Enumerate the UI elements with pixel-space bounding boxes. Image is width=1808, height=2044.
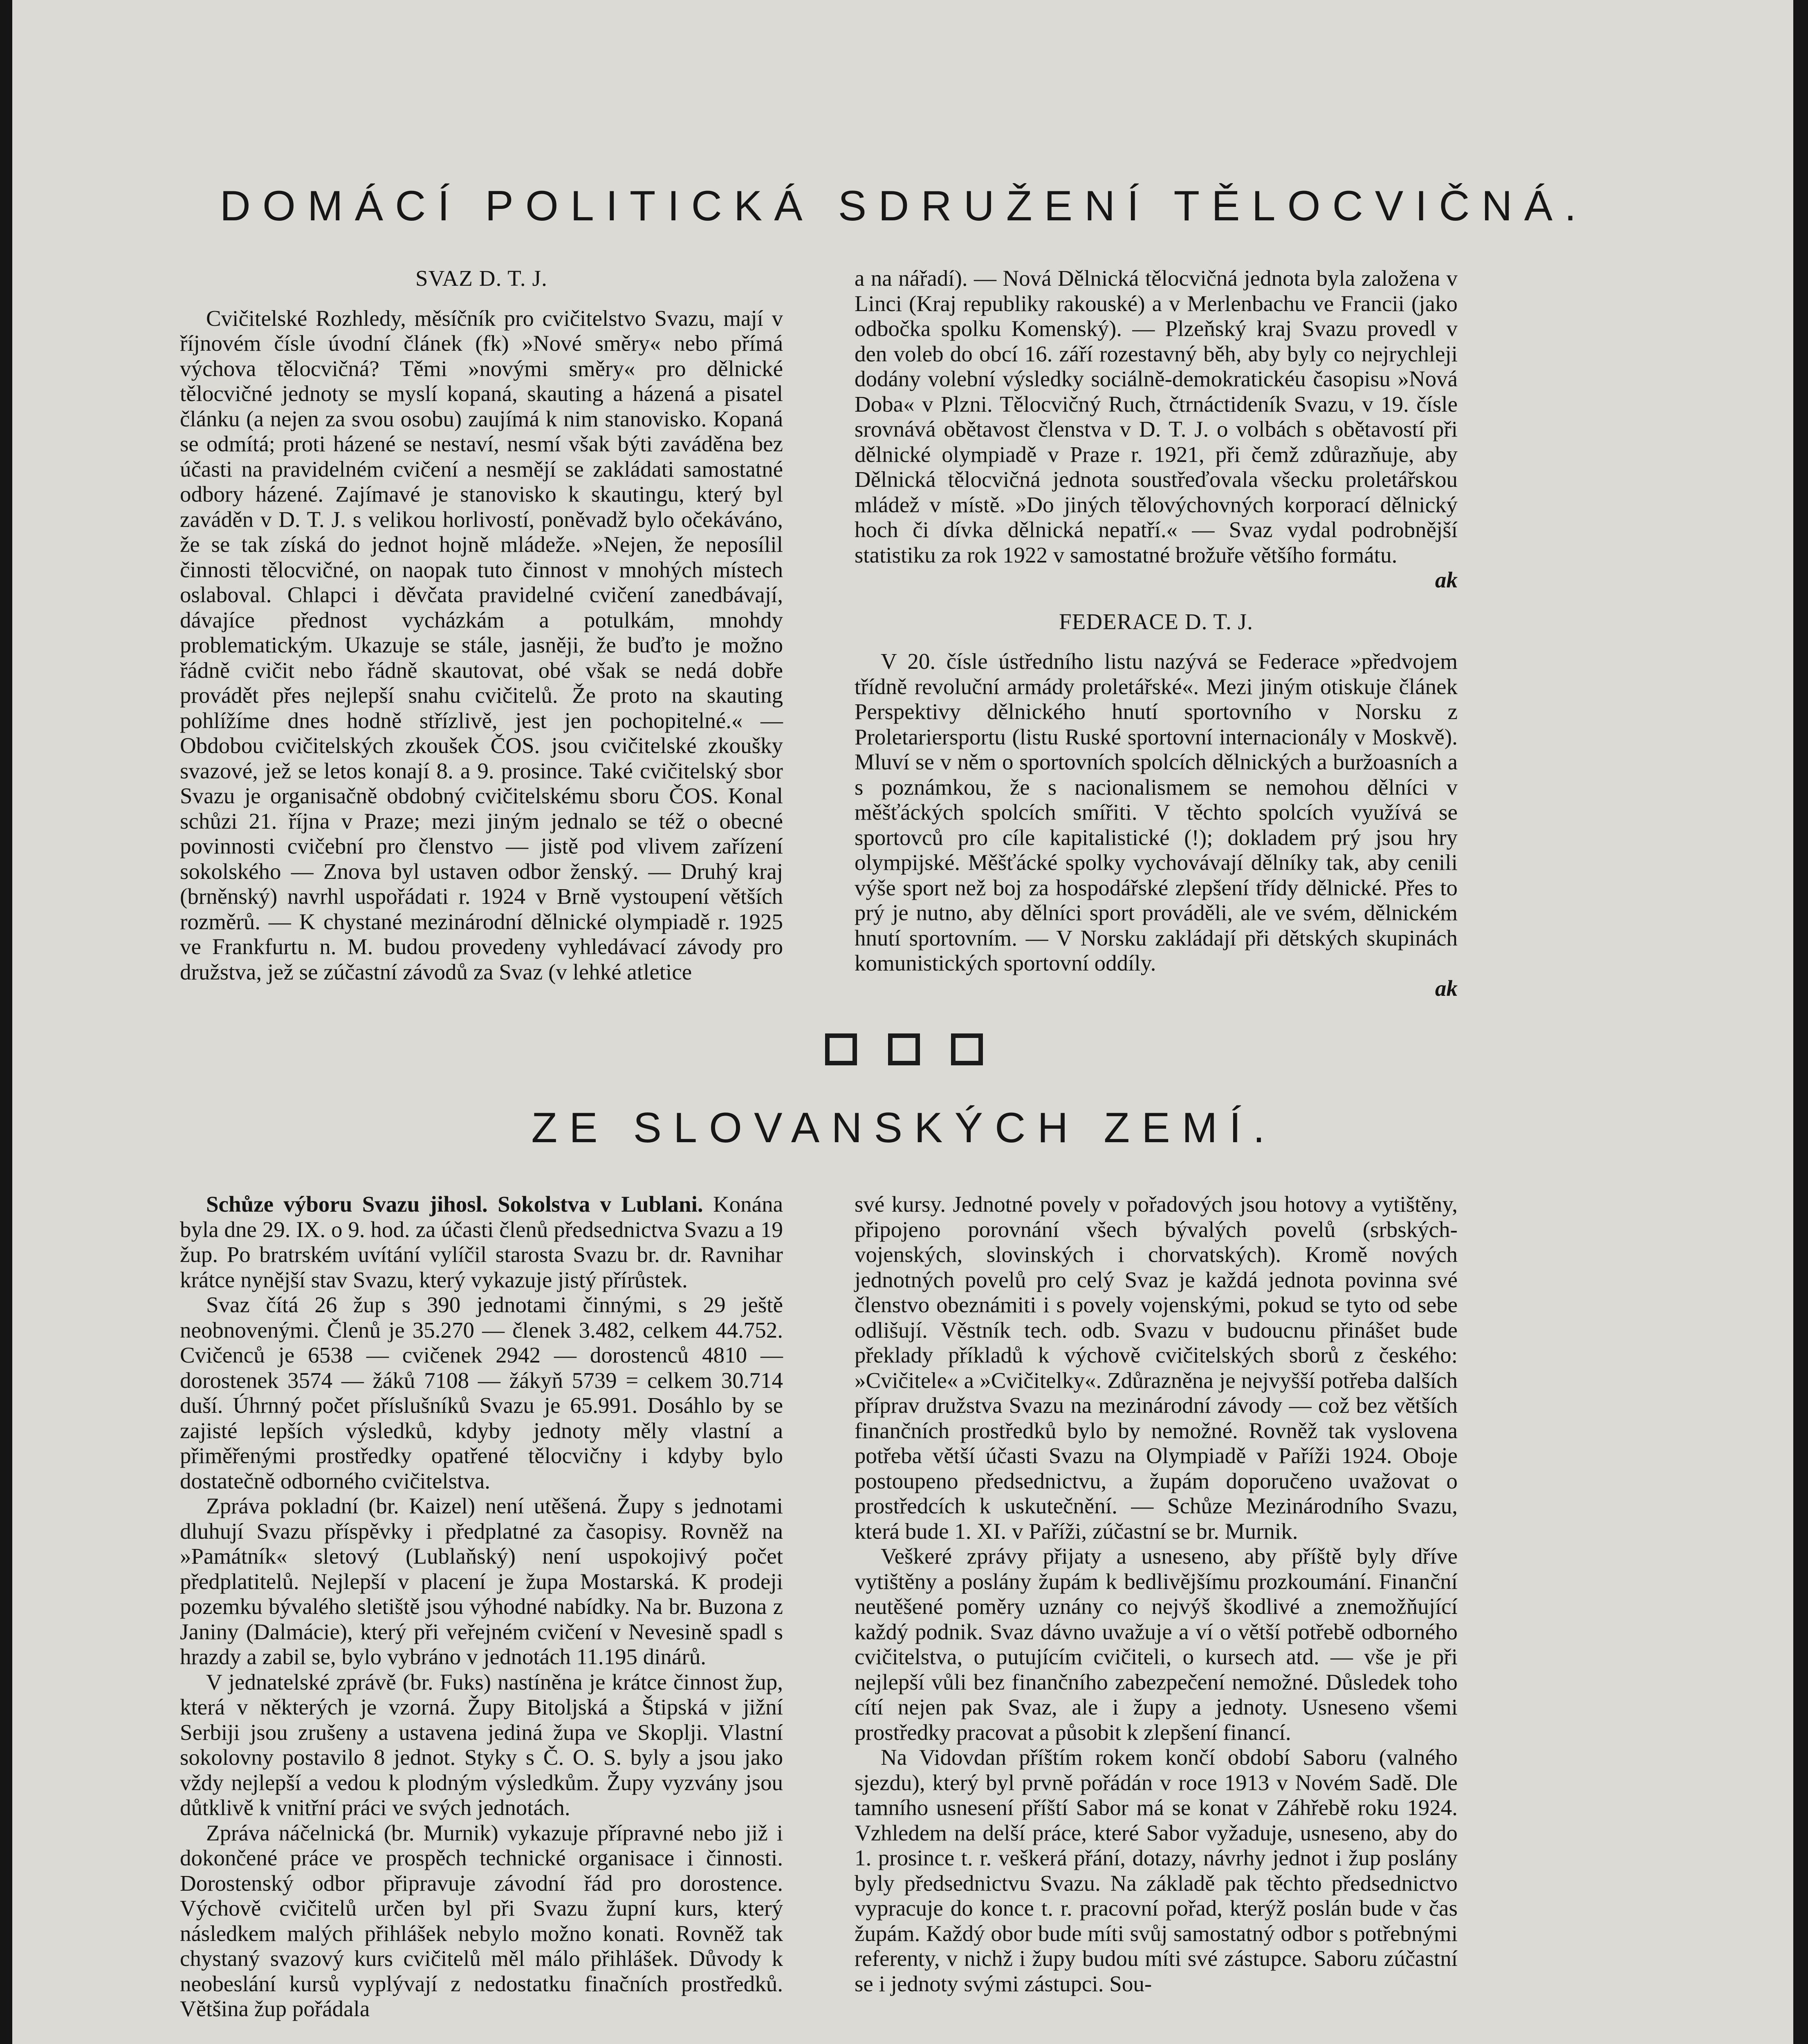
- subheading-svaz: SVAZ D. T. J.: [415, 266, 547, 291]
- section-title-domestic: DOMÁCÍ POLITICKÁ SDRUŽENÍ TĚLOCVIČNÁ.: [220, 182, 1588, 230]
- lead-heading: Schůze výboru Svazu jihosl. Sokolstva v Lublani.: [206, 1192, 703, 1217]
- scan-border-left: [0, 0, 12, 2044]
- square-ornament-icon: [951, 1033, 983, 1065]
- author-signature: ak: [1435, 567, 1458, 592]
- section-title-slavic: ZE SLOVANSKÝCH ZEMÍ.: [531, 1104, 1277, 1152]
- subheading-federace: FEDERACE D. T. J.: [1059, 609, 1254, 634]
- author-signature: ak: [1435, 975, 1458, 1001]
- paragraph: Na Vidovdan příštím rokem končí období Saboru (valného sjezdu), který byl prvně pořádán v roce 1913 v Novém Sadě. Dle tamního usnesení příští Sabor má se konat v Záhřebě roku 1924. Vzhledem na delší práce, které Sabor vyžaduje, usneseno, aby do 1. prosince t. r. veškerá přání, dotazy, návrhy jednot i žup poslány byly předsednictvu Svazu. Na základě pak těchto předsednictvo vypracuje do konce t. r. pracovní pořad, kterýž poslán bude v čas župám. Každý obor bude míti svůj samostatný odbor s potřebnými referenty, v nichž i župy budou míti své zástupce. Saboru zúčastní se i jednoty svými zástupci. Sou-: [855, 1745, 1458, 1996]
- paragraph: Veškeré zprávy přijaty a usneseno, aby příště byly dříve vytištěny a poslány župám k bedlivějšímu prozkoumání. Finanční neutěšené poměry uznány co nejvýš škodlivé a znemožňující každý podnik. Svaz dávno uvažuje a ví o větší potřebě odborného cvičitelstva, o putujícím cvičiteli, o kursech atd. — vše je při nejlepší vůli bez finančního zabezpečení nemožné. Důsledek toho cítí nejen pak Svaz, ale i župy a jednoty. Usneseno všemi prostředky pracovat a působit k zlepšení financí.: [855, 1544, 1458, 1745]
- paragraph: [855, 649, 1458, 1001]
- paragraph: [180, 1192, 783, 1292]
- square-ornament-icon: [888, 1033, 920, 1065]
- square-ornament-icon: [825, 1033, 857, 1065]
- paragraph-text: V 20. čísle ústředního listu nazývá se Federace »předvojem třídně revoluční armády proletářské«. Mezi jiným otiskuje článek Perspektivy dělnického hnutí sportovního v Norsku z Proletariersportu (listu Ruské sportovní internacionály v Moskvě). Mluví se v něm o sportovních spolcích dělnických a buržoasních a s poznámkou, že s nacionalismem se nemohou dělníci v měšťáckých spolcích smířiti. V těchto spolcích využívá se sportovců pro cíle kapitalistické (!); dokladem prý jsou hry olympijské. Měšťácké spolky vychovávají dělníky tak, aby cenili výše sport než boj za hospodářské zlepšení třídy dělnické. Přes to prý je nutno, aby dělníci sport prováděli, ale ve svém, dělnickém hnutí sportovním. — V Norsku zakládají při dětských skupinách komunistických sportovní oddíly.: [855, 649, 1458, 975]
- column-right-top: [855, 266, 1458, 1001]
- paragraph: Zpráva náčelnická (br. Murnik) vykazuje přípravné nebo již i dokončené práce ve prospěch technické organisace i činnosti. Dorostenský odbor připravuje závodní řád pro dorostence. Výchově cvičitelů určen byl při Svazu župní kurs, který následkem malých přihlášek nebylo možno konati. Rovněž tak chystaný svazový kurs cvičitelů měl málo přihlášek. Důvody k neobeslání kursů vyplývají z nedostatku finačních prostředků. Většina žup pořádala: [180, 1820, 783, 2021]
- column-left-bottom: [180, 1192, 783, 2022]
- paragraph: Svaz čítá 26 žup s 390 jednotami činnými, s 29 ještě neobnovenými. Členů je 35.270 — členek 3.482, celkem 44.752. Cvičenců je 6538 — cvičenek 2942 — dorostenců 4810 — dorostenek 3574 — žáků 7108 — žákyň 5739 = celkem 30.714 duší. Úhrnný počet příslušníků Svazu je 65.991. Dosáhlo by se zajisté lepších výsledků, kdyby jednoty měly vlastní a přiměřenými prostředky opatřené tělocvičny i kdyby bylo dostatečně odborného cvičitelstva.: [180, 1292, 783, 1493]
- section-divider: [0, 1033, 1808, 1065]
- paragraph: V jednatelské zprávě (br. Fuks) nastíněna je krátce činnost žup, která v některých je vzorná. Župy Bitoljská a Štipská v jižní Serbiji jsou zrušeny a ustavena jediná župa ve Skoplji. Vlastní sokolovny postavilo 8 jednot. Styky s Č. O. S. byly a jsou jako vždy nejlepší a vedou k plodným výsledkům. Župy vyzvány jsou důtklivě k vnitřní práci ve svých jednotách.: [180, 1669, 783, 1820]
- paragraph: Cvičitelské Rozhledy, měsíčník pro cvičitelstvo Svazu, mají v říjnovém čísle úvodní článek (fk) »Nové směry« nebo přímá výchova tělocvičná? Těmi »novými směry« pro dělnické tělocvičné jednoty se myslí kopaná, skauting a házená a pisatel článku (a nejen za svou osobu) zaujímá k nim stanovisko. Kopaná se odmítá; proti házené se nestaví, nesmí však býti zaváděna bez účasti na pravidelném cvičení a nesmějí se zakládati samostatné odbory házené. Zajímavé je stanovisko k skautingu, který byl zaváděn v D. T. J. s velikou horlivostí, poněvadž bylo očekáváno, že se tak získá do jednot hojně mládeže. »Nejen, že neposílil činnosti tělocvičné, on naopak tuto činnost v mnohých místech oslaboval. Chlapci i děvčata pravidelné cvičení zanedbávají, dávajíce přednost vycházkám a potulkám, mnohdy problematickým. Ukazuje se stále, jasněji, že buďto je možno řádně cvičit nebo řádně skautovat, obé však se nedá dobře provádět přes nejlepší snahu cvičitelů. Že proto na skauting pohlížíme dnes hodně střízlivě, jest jen pochopitelné.« — Obdobou cvičitelských zkoušek ČOS. jsou cvičitelské zkoušky svazové, jež se letos konají 8. a 9. prosince. Také cvičitelský sbor Svazu je organisačně obdobný cvičitelskému sboru ČOS. Konal schůzi 21. října v Praze; mezi jiným jednalo se též o obecné povinnosti cvičební pro členstvo — jistě pod vlivem zařízení sokolského — Znova byl ustaven odbor ženský. — Druhý kraj (brněnský) navrhl uspořádati r. 1924 v Brně vystoupení větších rozměrů. — K chystané mezinárodní dělnické olympiadě r. 1925 ve Frankfurtu n. M. budou provedeny vyhledávací závody pro družstva, jež se zúčastní závodů za Svaz (v lehké atletice: [180, 305, 783, 984]
- paragraph: své kursy. Jednotné povely v pořadových jsou hotovy a vytištěny, připojeno porovnání všech bývalých povelů (srbských-vojenských, slovinských i chorvatských). Kromě nových jednotných povelů pro celý Svaz je každá jednota povinna své členstvo obeznámiti i s povely vojenskými, pokud se tyto od sebe odlišují. Věstník tech. odb. Svazu v budoucnu přinášet bude překlady příkladů k výchově cvičitelských sborů z českého: »Cvičitele« a »Cvičitelky«. Zdůrazněna je nejvyšší potřeba dalších příprav družstva Svazu na mezinárodní závody — což bez větších finančních prostředků bylo by nemožné. Rovněž tak vyslovena potřeba větší účasti Svazu na Olympiadě v Paříži 1924. Oboje postoupeno předsednictvu, a župám doporučeno uvažovat o prostředcích k uskutečnění. — Schůze Mezinárodního Svazu, která bude 1. XI. v Paříži, zúčastní se br. Murnik.: [855, 1192, 1458, 1544]
- paragraph: Zpráva pokladní (br. Kaizel) není utěšená. Župy s jednotami dluhují Svazu příspěvky i předplatné za časopisy. Rovněž na »Památník« sletový (Lublaňský) není uspokojivý počet předplatitelů. Nejlepší v placení je župa Mostarská. K prodeji pozemku bývalého sletiště jsou výhodné nabídky. Na br. Buzona z Janiny (Dalmácie), který při veřejném cvičení v Nevesině spadl s hrazdy a zabil se, bylo vybráno v jednotách 11.195 dinárů.: [180, 1493, 783, 1669]
- column-right-bottom: [855, 1192, 1458, 1996]
- paragraph-text: Konána byla dne 29. IX. o 9. hod. za účasti členů předsednictva Svazu a 19 žup. Po bratrském uvítání vylíčil starosta Svazu br. dr. Ravnihar krátce nynější stav Svazu, který vykazuje jistý přírůstek.: [180, 1192, 783, 1292]
- paragraph: [855, 266, 1458, 593]
- scan-border-right: [1793, 0, 1808, 2044]
- paragraph-text: a na nářadí). — Nová Dělnická tělocvičná jednota byla založena v Linci (Kraj republiky rakouské) a v Merlenbachu ve Francii (jako odbočka spolku Komenský). — Plzeňský kraj Svazu provedl v den voleb do obcí 16. září rozestavný běh, aby byly co nejrychleji dodány volební výsledky sociálně-demokratickéu časopisu »Nová Doba« v Plzni. Tělocvičný Ruch, čtrnáctideník Svazu, v 19. čísle srovnává obětavost členstva v D. T. J. o volbách s obětavostí při dělnické olympiadě v Praze r. 1921, při čemž zdůrazňuje, aby Dělnická tělocvičná jednota soustřeďovala všecku proletářskou mládež v místě. »Do jiných tělovýchovných korporací dělnický hoch či dívka dělnická nepatří.« — Svaz vydal podrobnější statistiku za rok 1922 v samostatné brožuře většího formátu.: [855, 266, 1458, 567]
- column-left-top: [180, 266, 783, 984]
